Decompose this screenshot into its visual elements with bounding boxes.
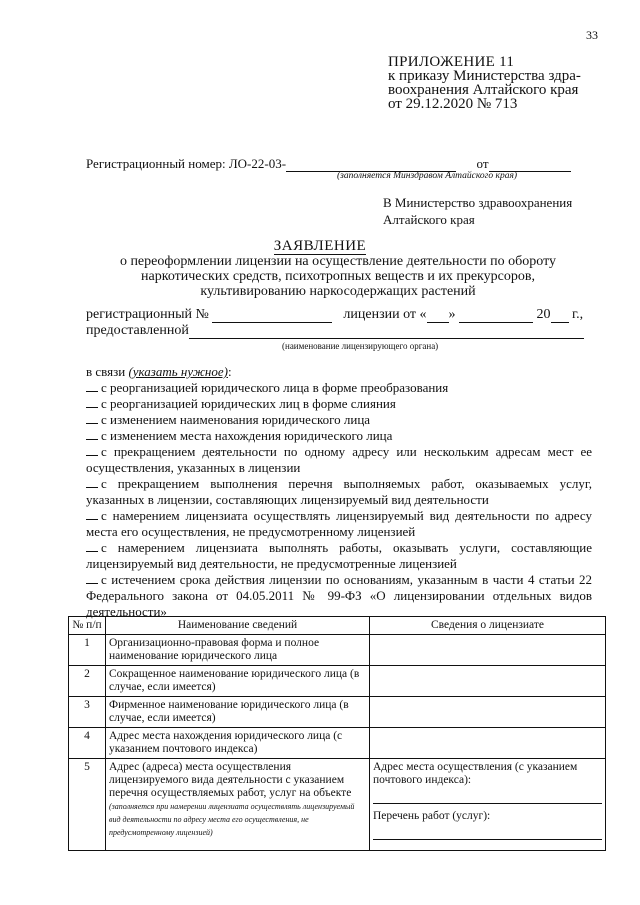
- license-date-label: лицензии от «: [343, 307, 427, 322]
- table-row: [69, 666, 606, 697]
- addressee-line: Алтайского края: [383, 212, 475, 227]
- registration-row: [86, 156, 571, 172]
- registration-date-field[interactable]: [489, 158, 571, 172]
- reason-item: с истечением срока действия лицензии по основаниям, указанным в части 4 статьи 22 Федерального закона от 04.05.2011 № 99-ФЗ «О лицензировании отдельных видов деятельности»: [86, 572, 592, 619]
- registration-from-label: от: [476, 156, 489, 171]
- registration-label: Регистрационный номер: ЛО-22-03-: [86, 156, 287, 171]
- row-value-field[interactable]: [370, 697, 606, 728]
- document-subtitle: о переоформлении лицензии на осуществление деятельности по обороту наркотических средств, психотропных веществ и их прекурсоров, культивированию наркосодержащих растений: [119, 254, 557, 299]
- licensing-body-hint: (наименование лицензирующего органа): [282, 341, 439, 351]
- row-name: Адрес места нахождения юридического лица (с указанием почтового индекса): [106, 728, 370, 759]
- license-year-suffix: г.,: [572, 307, 584, 322]
- row-name: Адрес (адреса) места осуществления лицензируемого вида деятельности с указанием перечня осуществляемых работ, услуг на объекте (заполняется при намерении лицензиата осуществлять лицензируемый вид деятельности по адресу места его осуществления, не предусмотренному лицензией): [106, 759, 370, 851]
- license-reg-label: регистрационный №: [86, 307, 209, 322]
- works-field[interactable]: [373, 825, 602, 840]
- licensing-body-field[interactable]: [189, 325, 584, 339]
- document-title: ЗАЯВЛЕНИЕ: [273, 238, 367, 254]
- license-year-field[interactable]: [551, 309, 569, 323]
- reason-checkbox[interactable]: [86, 412, 98, 424]
- row-number: 4: [69, 728, 106, 759]
- table-row: [69, 759, 606, 851]
- license-registration-row: [86, 307, 583, 323]
- table-row: [69, 635, 606, 666]
- reason-checkbox[interactable]: [86, 444, 98, 456]
- reason-item: с реорганизацией юридических лиц в форме слияния: [86, 396, 592, 412]
- reasons-list: [86, 364, 592, 620]
- reason-checkbox[interactable]: [86, 396, 98, 408]
- address-label: Адрес места осуществления (с указанием почтового индекса):: [373, 761, 578, 786]
- license-day-field[interactable]: [427, 309, 449, 323]
- appendix-line: воохранения Алтайского края: [388, 82, 579, 98]
- reason-checkbox[interactable]: [86, 508, 98, 520]
- reason-item: с изменением наименования юридического лица: [86, 412, 592, 428]
- license-number-field[interactable]: [212, 309, 332, 323]
- column-header-value: Сведения о лицензиате: [370, 617, 606, 635]
- reason-item: с прекращением деятельности по одному адресу или нескольким адресам мест ее осуществления, указанных в лицензии: [86, 444, 592, 475]
- row-name: Сокращенное наименование юридического лица (в случае, если имеется): [106, 666, 370, 697]
- row-value-field[interactable]: [370, 666, 606, 697]
- addressee-line: В Министерство здравоохранения: [383, 195, 573, 210]
- column-header-name: Наименование сведений: [106, 617, 370, 635]
- license-month-field[interactable]: [459, 309, 533, 323]
- registration-number-field[interactable]: [286, 158, 456, 172]
- appendix-line: к приказу Министерства здра-: [388, 68, 581, 84]
- license-provided-label: предоставленной: [86, 323, 189, 338]
- addressee-block: [383, 194, 572, 228]
- row-value-cell: [370, 759, 606, 851]
- table-header-row: [69, 617, 606, 635]
- appendix-line: от 29.12.2020 № 713: [388, 96, 518, 112]
- reason-item: с намерением лицензиата осуществлять лицензируемый вид деятельности по адресу места его осуществления, не предусмотренному лицензией: [86, 508, 592, 539]
- reason-checkbox[interactable]: [86, 380, 98, 392]
- row-value-field[interactable]: [370, 728, 606, 759]
- license-quote-close: »: [448, 307, 456, 322]
- row-number: 1: [69, 635, 106, 666]
- row-name: Организационно-правовая форма и полное наименование юридического лица: [106, 635, 370, 666]
- reason-item: с прекращением выполнения перечня выполняемых работ, оказываемых услуг, указанных в лицензии, составляющих лицензируемый вид деятельности: [86, 476, 592, 507]
- row-note: (заполняется при намерении лицензиата осуществлять лицензируемый вид деятельности по адресу места его осуществления, не предусмотренному лицензией): [109, 802, 355, 837]
- registration-hint: (заполняется Минздравом Алтайского края): [337, 171, 518, 181]
- address-field[interactable]: [373, 789, 602, 804]
- works-label: Перечень работ (услуг):: [373, 810, 491, 822]
- row-number: 3: [69, 697, 106, 728]
- reason-checkbox[interactable]: [86, 572, 98, 584]
- row-number: 5: [69, 759, 106, 851]
- reason-checkbox[interactable]: [86, 540, 98, 552]
- licensee-info-table: [68, 616, 606, 851]
- row-name: Фирменное наименование юридического лица (в случае, если имеется): [106, 697, 370, 728]
- license-year-prefix: 20: [536, 307, 551, 322]
- reason-checkbox[interactable]: [86, 476, 98, 488]
- row-value-field[interactable]: [370, 635, 606, 666]
- reason-item: с изменением места нахождения юридического лица: [86, 428, 592, 444]
- table-row: [69, 728, 606, 759]
- appendix-title: ПРИЛОЖЕНИЕ 11: [388, 54, 515, 70]
- table-row: [69, 697, 606, 728]
- reason-checkbox[interactable]: [86, 428, 98, 440]
- reason-item: с реорганизацией юридического лица в форме преобразования: [86, 380, 592, 396]
- reasons-intro: в связи (указать нужное):: [86, 364, 232, 379]
- row-number: 2: [69, 666, 106, 697]
- license-provided-row: [86, 323, 584, 339]
- column-header-number: № п/п: [69, 617, 106, 635]
- reason-item: с намерением лицензиата выполнять работы, оказывать услуги, составляющие лицензируемый вид деятельности, не предусмотренные лицензией: [86, 540, 592, 571]
- page-number: 33: [586, 28, 598, 42]
- appendix-block: [388, 55, 581, 111]
